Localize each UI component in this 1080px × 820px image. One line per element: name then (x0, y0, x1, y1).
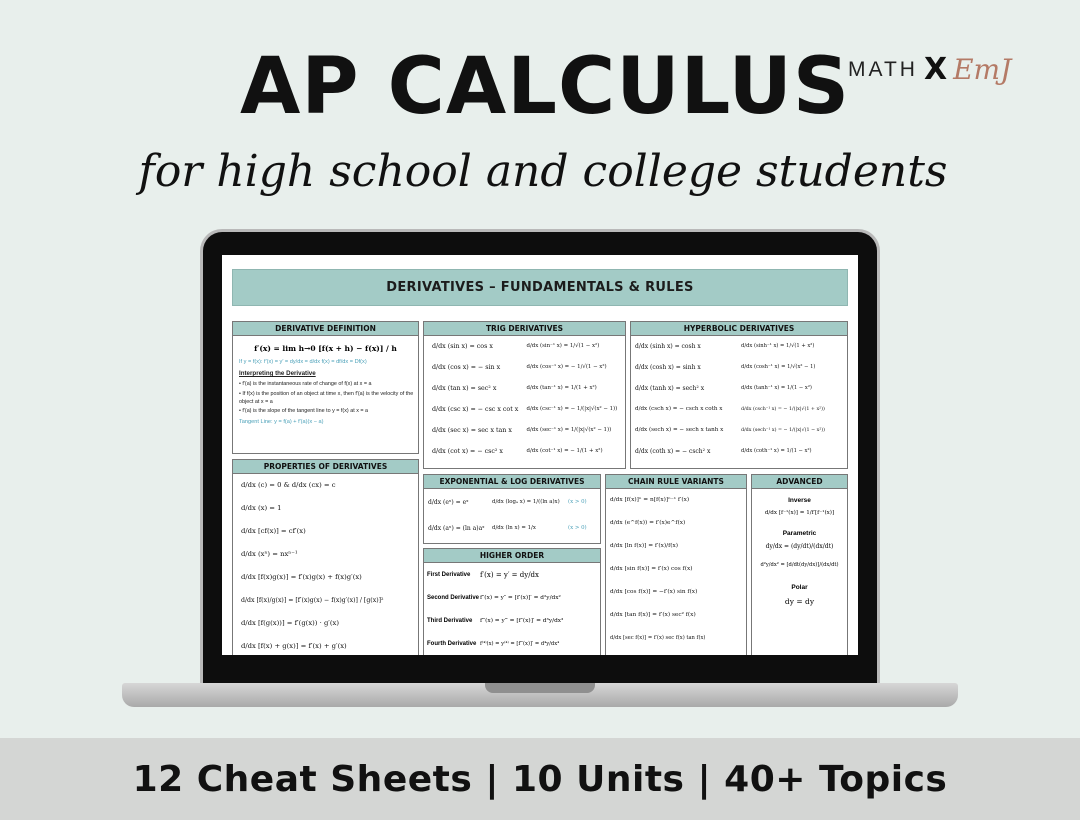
properties-heading: PROPERTIES OF DERIVATIVES (233, 460, 418, 474)
inverse-trig-formula: d/dx (sec⁻¹ x) = 1/(|x|√(x² − 1)) (526, 427, 612, 433)
inverse-hyperbolic-formula: d/dx (sech⁻¹ x) = − 1/(|x|√(1 − x²)) (741, 428, 826, 433)
advanced-box (751, 474, 848, 655)
trig-derivatives-heading: TRIG DERIVATIVES (424, 322, 625, 336)
page-title: AP CALCULUS (239, 42, 850, 132)
inverse-trig-formula: d/dx (sin⁻¹ x) = 1/√(1 − x²) (526, 343, 600, 349)
parametric-formula: dy/dx = (dy/dt)/(dx/dt) (765, 543, 834, 550)
hyperbolic-formula: d/dx (sinh x) = cosh x (635, 343, 701, 350)
inverse-trig-formula: d/dx (cot⁻¹ x) = − 1/(1 + x²) (526, 448, 603, 454)
derivative-order-label: Fourth Derivative (427, 640, 477, 647)
hyperbolic-formula: d/dx (csch x) = − csch x coth x (635, 406, 723, 412)
parametric-label: Parametric (782, 530, 817, 537)
feature-banner: 12 Cheat Sheets | 10 Units | 40+ Topics (0, 738, 1080, 820)
derivative-order-formula: f′(x) = y′ = dy/dx (480, 570, 539, 579)
polar-formula: dy = dy (784, 597, 815, 606)
chain-rule-box (605, 474, 747, 655)
hyperbolic-formula: d/dx (tanh x) = sech² x (635, 385, 705, 392)
properties-box (232, 459, 419, 655)
inverse-trig-formula: d/dx (tan⁻¹ x) = 1/(1 + x²) (526, 385, 597, 391)
inverse-hyperbolic-formula: d/dx (coth⁻¹ x) = 1/(1 − x²) (741, 448, 812, 454)
inverse-label: Inverse (788, 497, 811, 504)
chain-rule-formula: d/dx [tan f(x)] = f′(x) sec² f(x) (610, 612, 696, 618)
exp-formula: d/dx (eˣ) = eˣ (428, 498, 469, 506)
property-formula: d/dx (x) = 1 (241, 504, 282, 512)
derivative-order-formula: f″(x) = y″ = [f′(x)]′ = d²y/dx² (480, 594, 561, 601)
laptop-notch (485, 683, 595, 693)
derivative-order-label: First Derivative (427, 571, 471, 578)
property-formula: d/dx [f(x)/g(x)] = [f′(x)g(x) − f(x)g′(x)] / [g(x)]² (241, 597, 384, 604)
inverse-hyperbolic-formula: d/dx (cosh⁻¹ x) = 1/√(x² − 1) (741, 364, 816, 370)
brand-signature: EmJ (953, 53, 1012, 86)
exp-log-box (423, 474, 601, 544)
domain-note: (x > 0) (568, 524, 587, 531)
interpretation-point: • f′(a) is the instantaneous rate of change of f(x) at x = a (239, 381, 372, 387)
derivative-order-label: Third Derivative (427, 617, 473, 624)
higher-order-row (424, 586, 600, 609)
property-formula: d/dx [f(x) + g(x)] = f′(x) + g′(x) (241, 642, 347, 650)
log-formula: d/dx (ln x) = 1/x (492, 524, 536, 531)
laptop-screen (222, 255, 858, 655)
exp-formula: d/dx (aˣ) = (ln a)aˣ (428, 524, 485, 532)
higher-order-row (424, 609, 600, 632)
property-formula: d/dx [f(g(x))] = f′(g(x)) · g′(x) (241, 619, 339, 627)
exp-log-heading: EXPONENTIAL & LOG DERIVATIVES (424, 475, 600, 489)
brand-logo (848, 52, 1011, 87)
trig-formula: d/dx (tan x) = sec² x (432, 385, 497, 392)
definition-notation: If y = f(x): f′(x) = y′ = dy/dx = d/dx f(x) = df/dx = Df(x) (239, 359, 367, 365)
chain-rule-formula: d/dx (e^f(x)) = f′(x)e^f(x) (610, 520, 686, 526)
trig-formula: d/dx (sin x) = cos x (432, 343, 493, 350)
hyperbolic-formula: d/dx (sech x) = − sech x tanh x (635, 427, 724, 433)
domain-note: (x > 0) (568, 498, 587, 505)
trig-formula: d/dx (cos x) = − sin x (432, 364, 501, 371)
hyperbolic-formula: d/dx (cosh x) = sinh x (635, 364, 701, 371)
hyperbolic-formula: d/dx (coth x) = − csch² x (635, 448, 711, 455)
chain-rule-formula: d/dx [cos f(x)] = −f′(x) sin f(x) (610, 589, 698, 595)
chain-rule-formula: d/dx [f(x)]ⁿ = n[f(x)]ⁿ⁻¹ f′(x) (610, 497, 690, 503)
property-formula: d/dx [cf(x)] = cf′(x) (241, 527, 306, 535)
interpretation-point: • f′(a) is the slope of the tangent line to y = f(x) at x = a (239, 408, 369, 414)
chain-rule-formula: d/dx [sin f(x)] = f′(x) cos f(x) (610, 566, 693, 572)
parametric-second-formula: d²y/dx² = [d/dt(dy/dx)]/(dx/dt) (760, 562, 839, 568)
inverse-hyperbolic-formula: d/dx (sinh⁻¹ x) = 1/√(1 + x²) (741, 343, 815, 349)
page-subtitle: for high school and college students (138, 146, 948, 197)
chain-rule-formula: d/dx [sec f(x)] = f′(x) sec f(x) tan f(x) (610, 635, 706, 641)
derivative-definition-box (232, 321, 419, 454)
derivative-order-formula: f‴(x) = y‴ = [f″(x)]′ = d³y/dx³ (480, 617, 564, 624)
higher-order-box (423, 548, 601, 655)
derivative-order-label: Second Derivative (427, 594, 480, 601)
higher-order-heading: HIGHER ORDER (424, 549, 600, 563)
higher-order-row (424, 563, 600, 586)
property-formula: d/dx (c) = 0 & d/dx (cx) = c (241, 481, 336, 489)
trig-formula: d/dx (csc x) = − csc x cot x (432, 406, 519, 413)
chain-rule-heading: CHAIN RULE VARIANTS (606, 475, 746, 489)
trig-formula: d/dx (sec x) = sec x tan x (432, 427, 512, 434)
inverse-formula: d/dx [f⁻¹(x)] = 1/f′[f⁻¹(x)] (764, 510, 835, 516)
tangent-line: Tangent Line: y = f(a) + f′(a)(x − a) (239, 419, 324, 425)
inverse-trig-formula: d/dx (csc⁻¹ x) = − 1/(|x|√(x² − 1)) (526, 406, 618, 412)
inverse-trig-formula: d/dx (cos⁻¹ x) = − 1/√(1 − x²) (526, 364, 607, 370)
interpretation-heading: Interpreting the Derivative (239, 370, 316, 377)
chain-rule-formula: d/dx [ln f(x)] = f′(x)/f(x) (610, 543, 679, 549)
log-formula: d/dx (logₐ x) = 1/((ln a)x) (492, 498, 560, 505)
interpretation-point: • If f(x) is the position of an object at time x, then f′(a) is the velocity of the object at x = a (239, 391, 414, 405)
sheet-title: DERIVATIVES – FUNDAMENTALS & RULES (232, 269, 848, 306)
inverse-hyperbolic-formula: d/dx (tanh⁻¹ x) = 1/(1 − x²) (741, 385, 812, 391)
property-formula: d/dx [f(x)g(x)] = f′(x)g(x) + f(x)g′(x) (241, 573, 362, 581)
brand-math: MATH (848, 57, 918, 81)
higher-order-row (424, 632, 600, 655)
inverse-hyperbolic-formula: d/dx (csch⁻¹ x) = − 1/(|x|√(1 + x²)) (741, 407, 825, 412)
derivative-order-formula: f⁽⁴⁾(x) = y⁽⁴⁾ = [f‴(x)]′ = d⁴y/dx⁴ (480, 640, 560, 647)
hyperbolic-derivatives-box (630, 321, 848, 469)
property-formula: d/dx (xⁿ) = nxⁿ⁻¹ (241, 550, 298, 558)
trig-formula: d/dx (cot x) = − csc² x (432, 448, 503, 455)
brand-x: X (923, 52, 948, 87)
hyperbolic-derivatives-heading: HYPERBOLIC DERIVATIVES (631, 322, 847, 336)
advanced-heading: ADVANCED (752, 475, 847, 489)
derivative-definition-heading: DERIVATIVE DEFINITION (233, 322, 418, 336)
definition-formula: f′(x) = lim h→0 [f(x + h) − f(x)] / h (254, 344, 397, 353)
trig-derivatives-box (423, 321, 626, 469)
polar-label: Polar (791, 584, 808, 591)
